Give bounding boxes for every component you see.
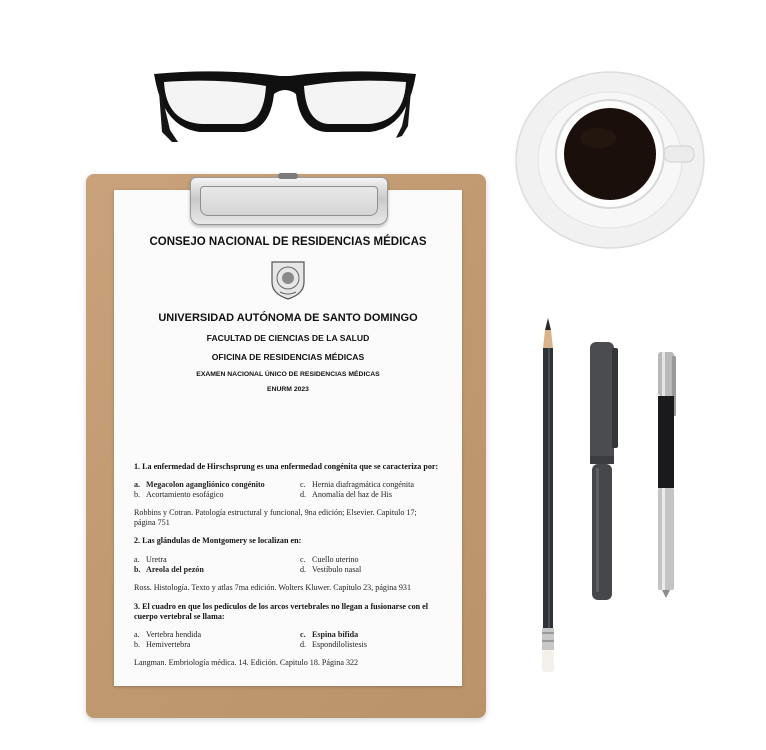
- q3-option-c: Espina bífida: [312, 630, 359, 639]
- pencil-icon: [540, 318, 556, 674]
- office-name: OFICINA DE RESIDENCIAS MÉDICAS: [211, 352, 365, 362]
- fountain-pen-icon: [586, 338, 624, 606]
- clip-rivet: [278, 173, 298, 179]
- q1-option-b: Acortamiento esofágico: [146, 490, 224, 499]
- eyeglasses-icon: [150, 64, 420, 144]
- q1-option-c-letter: c.: [300, 480, 306, 489]
- question-3: 3. El cuadro en que los pedículos de los arcos vertebrales no llegan a fusionarse con el cuerpo vertebral se llama:: [134, 602, 429, 621]
- q3-option-b: Hemivertebra: [146, 640, 191, 649]
- q2-option-a-letter: a.: [134, 555, 140, 564]
- q1-option-d: Anomalía del haz de His: [312, 490, 393, 499]
- q2-reference: Ross. Histología. Texto y atlas 7ma edición. Wolters Kluwer. Capítulo 23, página 931: [134, 583, 412, 592]
- q2-option-b-letter: b.: [134, 565, 141, 574]
- q1-option-d-letter: d.: [300, 490, 307, 499]
- council-title: CONSEJO NACIONAL DE RESIDENCIAS MÉDICAS: [149, 236, 427, 248]
- q3-option-b-letter: b.: [134, 640, 141, 649]
- q3-option-d: Espondilolistesis: [312, 640, 367, 649]
- q3-option-d-letter: d.: [300, 640, 307, 649]
- clip-inner-plate: [200, 186, 378, 216]
- exam-title: EXAMEN NACIONAL ÚNICO DE RESIDENCIAS MÉDICAS: [196, 371, 380, 378]
- q2-option-d: Vestíbulo nasal: [312, 565, 362, 574]
- q1-reference: Robbins y Cotran. Patología estructural y funcional, 9na edición; Elsevier. Capitulo 17; página 751: [134, 508, 417, 527]
- q2-option-b: Areola del pezón: [146, 565, 204, 574]
- q3-option-c-letter: c.: [300, 630, 306, 639]
- q2-option-c: Cuello uterino: [312, 555, 359, 564]
- q1-option-b-letter: b.: [134, 490, 141, 499]
- q2-option-d-letter: d.: [300, 565, 307, 574]
- q1-option-a-letter: a.: [134, 480, 141, 489]
- faculty-name: FACULTAD DE CIENCIAS DE LA SALUD: [206, 333, 370, 343]
- q3-reference: Langman. Embriología médica. 14. Edición. Capitulo 18. Página 322: [134, 658, 359, 667]
- question-2: 2. Las glándulas de Montgomery se localizan en:: [134, 536, 302, 545]
- q2-option-c-letter: c.: [300, 555, 306, 564]
- q3-option-a-letter: a.: [134, 630, 140, 639]
- coffee-cup-icon: [514, 62, 714, 252]
- exam-year: ENURM 2023: [267, 386, 309, 393]
- university-name: UNIVERSIDAD AUTÓNOMA DE SANTO DOMINGO: [158, 312, 418, 324]
- q3-option-a: Vertebra hendida: [146, 630, 202, 639]
- q2-option-a: Uretra: [146, 555, 167, 564]
- q1-option-a: Megacolon agangliónico congénito: [146, 480, 265, 489]
- university-seal-icon: [270, 258, 306, 300]
- ballpoint-pen-icon: [652, 350, 680, 598]
- q1-option-c: Hernia diafragmática congénita: [312, 480, 415, 489]
- question-1: 1. La enfermedad de Hirschsprung es una enfermedad congénita que se caracteriza por:: [134, 462, 439, 471]
